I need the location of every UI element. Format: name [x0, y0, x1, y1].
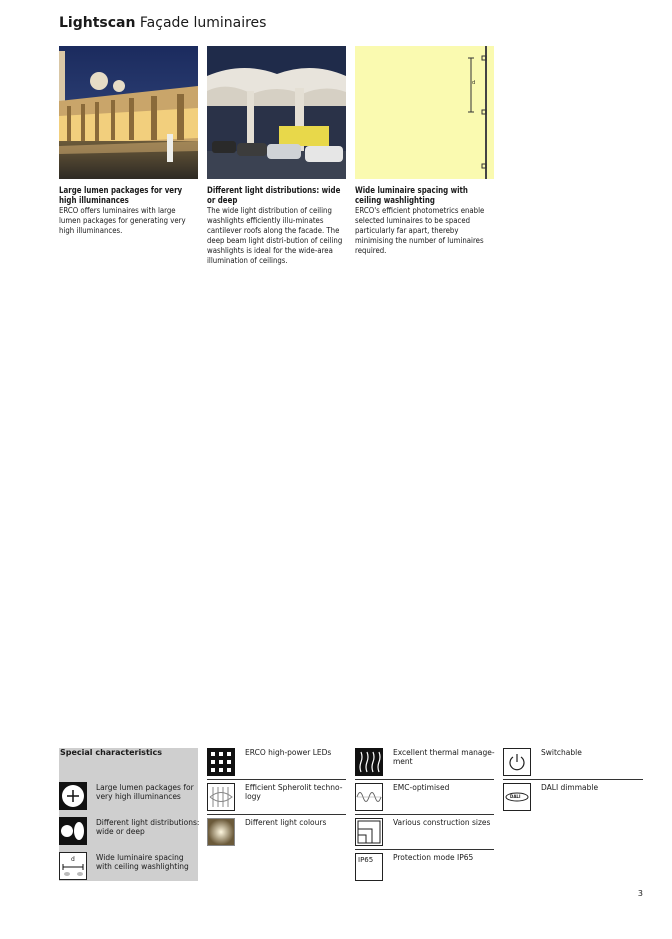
dali-icon-text: DALI — [510, 794, 521, 799]
diagram-washlight-spacing — [355, 46, 494, 179]
feature-light-colours — [207, 818, 347, 850]
distribution-icon — [59, 817, 87, 845]
feature-switchable — [503, 748, 643, 780]
caption-3-heading: Wide luminaire spacing with ceiling washlighting — [355, 186, 468, 206]
feature-led — [207, 748, 347, 780]
photo-cantilever-roof — [207, 46, 346, 179]
divider — [355, 814, 494, 815]
special-characteristics-title: Special characteristics — [60, 748, 163, 757]
caption-2-body: The wide light distribution of ceiling washlights efficiently illu-minates cantilever roofs along the facade. The deep beam light distri-bution of ceiling washlights is ideal for the wide-area illumination of ceilings. — [207, 206, 343, 265]
caption-2-heading: Different light distributions: wide or deep — [207, 186, 341, 206]
feature-emc-label: EMC-optimised — [393, 783, 450, 792]
feature-light-colours-label: Different light colours — [245, 818, 327, 827]
spherolit-icon — [207, 783, 235, 811]
power-icon — [503, 748, 531, 776]
page-number: 3 — [637, 889, 643, 898]
feature-spherolit — [207, 783, 347, 815]
feature-ip65 — [355, 853, 495, 885]
dali-icon — [503, 783, 531, 811]
thermal-icon — [355, 748, 383, 776]
caption-3-body: ERCO's efficient photometrics enable selected luminaires to be spaced particularly far apart, thereby minimising the number of luminaires required. — [355, 206, 485, 255]
feature-thermal-label: Excellent thermal manage-ment — [393, 748, 495, 766]
ip65-icon-text: IP65 — [358, 856, 374, 864]
ip65-icon — [355, 853, 383, 881]
diagram-d-label: d — [472, 80, 476, 86]
feature-dali-label: DALI dimmable — [541, 783, 599, 792]
special-item-lumen — [59, 781, 198, 811]
caption-1-body: ERCO offers luminaires with large lumen packages for generating very high illuminances. — [59, 206, 186, 235]
feature-led-label: ERCO high-power LEDs — [245, 748, 332, 757]
special-item-lumen-label: Large lumen packages for very high illuminances — [96, 783, 194, 801]
divider — [207, 779, 346, 780]
title-subtitle: Façade luminaires — [139, 15, 267, 31]
caption-column-1 — [59, 186, 199, 236]
special-item-distribution — [59, 816, 198, 846]
led-icon — [207, 748, 235, 776]
feature-sizes — [355, 818, 495, 850]
caption-1-heading: Large lumen packages for very high illuminances — [59, 186, 183, 206]
feature-thermal — [355, 748, 495, 780]
divider — [355, 849, 494, 850]
caption-column-3 — [355, 186, 495, 256]
light-colour-icon — [207, 818, 235, 846]
feature-sizes-label: Various construction sizes — [393, 818, 491, 827]
feature-emc — [355, 783, 495, 815]
special-item-distribution-label: Different light distributions: wide or deep — [96, 818, 200, 836]
page-title — [59, 15, 266, 31]
feature-switchable-label: Switchable — [541, 748, 582, 757]
title-product: Lightscan — [59, 15, 136, 31]
divider — [207, 814, 346, 815]
photo-mosque-colonnade — [59, 46, 198, 179]
spacing-icon — [59, 852, 87, 880]
sizes-icon — [355, 818, 383, 846]
feature-dali — [503, 783, 643, 815]
caption-column-2 — [207, 186, 347, 266]
special-item-spacing — [59, 851, 198, 881]
feature-ip65-label: Protection mode IP65 — [393, 853, 474, 862]
divider — [503, 779, 643, 780]
lumen-cross-icon — [59, 782, 87, 810]
divider — [355, 779, 494, 780]
spacing-icon-d: d — [71, 856, 75, 863]
special-item-spacing-label: Wide luminaire spacing with ceiling washlighting — [96, 853, 189, 871]
emc-icon — [355, 783, 383, 811]
feature-spherolit-label: Efficient Spherolit techno-logy — [245, 783, 343, 801]
